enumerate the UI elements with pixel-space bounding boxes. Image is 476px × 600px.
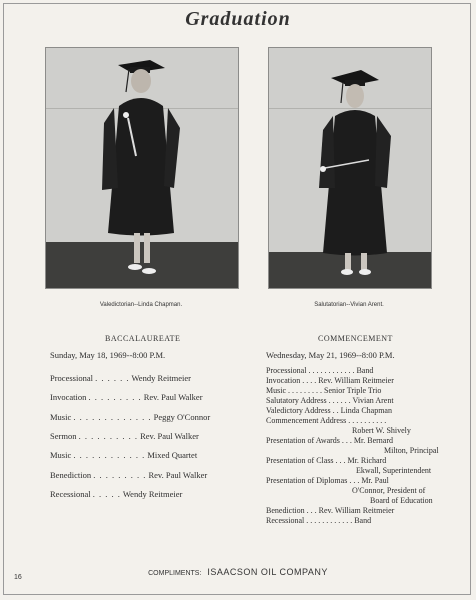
program-line: Presentation of Awards . . . Mr. Bernard — [266, 436, 394, 445]
page-number: 16 — [14, 574, 22, 581]
program-line: Milton, Principal — [384, 446, 439, 455]
page-title: Graduation — [185, 8, 291, 30]
program-line: Salutatory Address . . . . . . Vivian Arent — [266, 396, 394, 405]
program-row — [50, 373, 191, 383]
program-row-dots: . . . . . . . . . . . . — [73, 450, 146, 460]
program-line: Ekwall, Superintendent — [356, 466, 432, 475]
program-line: Recessional . . . . . . . . . . . . Band — [266, 516, 372, 525]
program-row — [50, 392, 203, 402]
program-row-label: Invocation — [50, 392, 87, 402]
program-row-label: Recessional — [50, 489, 91, 499]
program-row-dots: . . . . . . . . . . . . . — [73, 412, 152, 422]
valedictorian-photo — [45, 47, 239, 289]
sponsor-footer — [0, 567, 476, 577]
program-line: Invocation . . . . Rev. William Reitmeier — [266, 376, 394, 385]
program-row-dots: . . . . . . . . . — [88, 392, 142, 402]
program-row-label: Music — [50, 450, 72, 460]
program-row — [50, 489, 182, 499]
program-line: Benediction . . . Rev. William Reitmeier — [266, 506, 395, 515]
program-row-dots: . . . . . . . . . — [93, 470, 147, 480]
program-line: Board of Education — [370, 496, 433, 505]
program-line: Valedictory Address . . Linda Chapman — [266, 406, 392, 415]
program-row-label: Sermon — [50, 431, 77, 441]
program-row-value: Wendy Reitmeier — [131, 373, 191, 383]
baccalaureate-heading: BACCALAUREATE — [105, 334, 181, 343]
program-row-value: Rev. Paul Walker — [143, 392, 203, 402]
program-line: Music . . . . . . . . . Senior Triple Trio — [266, 386, 382, 395]
commencement-heading: COMMENCEMENT — [318, 334, 393, 343]
program-row — [50, 450, 197, 460]
sponsor-company: ISAACSON OIL COMPANY — [207, 567, 328, 577]
program-row-value: Mixed Quartet — [147, 450, 198, 460]
program-line: Processional . . . . . . . . . . . . Band — [266, 366, 374, 375]
commencement-date: Wednesday, May 21, 1969--8:00 P.M. — [266, 350, 395, 360]
program-row-value: Rev. Paul Walker — [140, 431, 199, 441]
program-line: Commencement Address . . . . . . . . . . — [266, 416, 387, 425]
program-row-dots: . . . . . . — [95, 373, 130, 383]
program-row-label: Music — [50, 412, 72, 422]
program-row-dots: . . . . . — [92, 489, 121, 499]
program-row — [50, 431, 199, 441]
sponsor-prefix: COMPLIMENTS: — [148, 570, 202, 577]
program-row-label: Benediction — [50, 470, 92, 480]
program-row-value: Wendy Reitmeier — [122, 489, 183, 499]
program-row — [50, 470, 207, 480]
program-line: Presentation of Class . . . Mr. Richard — [266, 456, 387, 465]
salutatorian-photo — [268, 47, 432, 289]
salutatorian-caption: Salutatorian--Vivian Arent. — [314, 302, 384, 308]
valedictorian-caption: Valedictorian--Linda Chapman. — [99, 302, 183, 308]
program-row-dots: . . . . . . . . . . — [78, 431, 138, 441]
program-line: Robert W. Shively — [352, 426, 411, 435]
program-row-label: Processional — [50, 373, 93, 383]
program-row-value: Peggy O'Connor — [153, 412, 211, 422]
program-row — [50, 412, 210, 422]
program-row-value: Rev. Paul Walker — [148, 470, 208, 480]
program-line: Presentation of Diplomas . . . Mr. Paul — [266, 476, 389, 485]
program-line: O'Connor, President of — [352, 486, 426, 495]
baccalaureate-date: Sunday, May 18, 1969--8:00 P.M. — [50, 350, 166, 360]
